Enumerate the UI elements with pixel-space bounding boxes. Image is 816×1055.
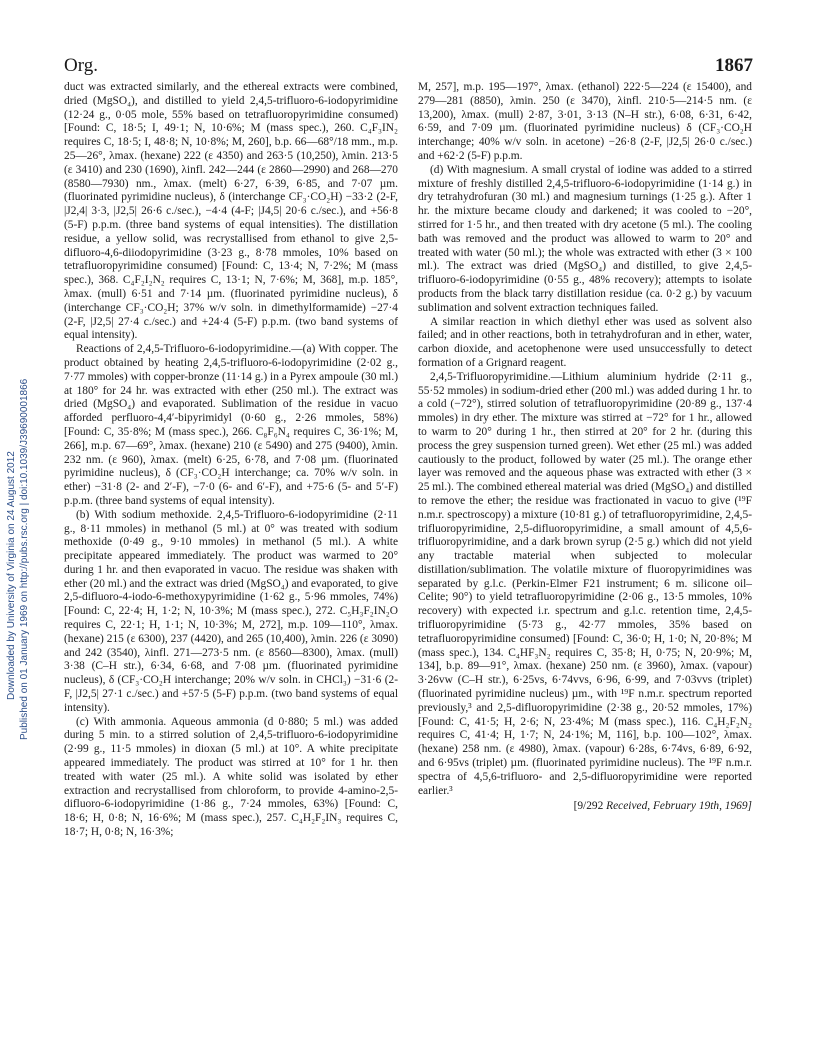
paragraph: duct was extracted similarly, and the ethereal extracts were combined, dried (MgSO₄), and distilled to yield 2,4,5-trifluoro-6-iodopyrimidine (12·24 g., 0·05 mole, 55% based on tetrafluoropyrimidine consumed) [Found: C, 18·5; I, 49·1; N, 10·6%; M (mass spec.), 260. C₄F₃IN₂ requires C, 18·5; I, 48·8; N, 10·8%; M, 260], b.p. 66—68°/18 mm., m.p. 25—26°, λmax. (hexane) 222 (ε 4350) and 263·5 (10,250), λmin. 213·5 (ε 3410) and 230 (1690), λinfl. 242—244 (ε 2860—2990) and 268—270 (8580—7930) nm., λmax. (melt) 6·27, 6·39, 6·85, and 7·07 µm. (fluorinated pyrimidine nucleus), δ (interchange CF₃·CO₂H) −33·2 (2-F, |J2,4| 3·3, |J2,5| 26·6 c./sec.), −4·4 (4-F; |J4,5| 20·6 c./sec.), and +56·8 (5-F) p.p.m. (three band systems of equal intensities). The distillation residue, a yellow solid, was recrystallised from ethanol to give 2,5-difluoro-4,6-diiodopyrimidine (3·23 g., 8·78 mmoles, 10% based on tetrafluoropyrimidine consumed) [Found: C, 13·4; N, 7·2%; M (mass spec.), 368. C₄F₂I₂N₂ requires C, 13·1; N, 7·6%; M, 368], m.p. 185°, λmax. (mull) 6·51 and 7·14 µm. (fluorinated pyrimidine nucleus), δ (interchange CF₃·CO₂H; 37% w/v soln. in dimethylformamide) −27·4 (2-F, |J2,5| 27·4 c./sec.) and +24·4 (5-F) p.p.m. (two band systems of equal intensity). (64, 81, 398, 342)
paragraph: 2,4,5-Trifluoropyrimidine.—Lithium aluminium hydride (2·11 g., 55·52 mmoles) in sodium-dried ether (200 ml.) was added during 1 hr. to a cold (−72°), stirred solution of tetrafluoropyrimidine (20·89 g., 137·4 mmoles) in dry ether. The mixture was stirred at −72° for 1 hr., allowed to warm to 20° during 1 hr., then stirred at 20° for 2 hr. (during this process the grey suspension turned green). Wet ether (25 ml.) was added cautiously to the product, followed by water (25 ml.). The orange ether layer was removed and the aqueous phase was extracted with ether (3 × 25 ml.). The combined ethereal material was dried (MgSO₄) and distilled to remove the ether; the residue was fractionated in vacuo to give (¹⁹F n.m.r. spectroscopy) a mixture (10·81 g.) of tetrafluoropyrimidine, 2,4,5-trifluoropyrimidine, 2,5-difluoropyrimidine, a small amount of 4,5,6-trifluoropyrimidine, and a dark brown syrup (2·5 g.) which did not yield any tractable material when subjected to molecular distillation/sublimation. The volatile mixture of fluoropyrimidines was separated by g.l.c. (Perkin-Elmer F21 instrument; 6 m. silicone oil–Celite; 90°) to yield tetrafluoropyrimidine (2·06 g., 13·5 mmoles, 10% recovery) with expected i.r. spectrum and g.l.c. retention time, 2,4,5-trifluoropyrimidine (5·73 g., 42·77 mmoles, 35% based on tetrafluoropyrimidine consumed) [Found: C, 36·0; H, 1·0; N, 20·8%; M (mass spec.), 134. C₄HF₃N₂ requires C, 35·8; H, 0·75; N, 20·9%; M, 134], b.p. 89—91°, λmax. (hexane) 250 nm. (ε 3960), λmax. (vapour) 3·26vw (C–H str.), 6·25vs, 6·74vvs, 6·96, 6·99, and 7·03vvs (triplet) (fluorinated pyrimidine nucleus) µm., with ¹⁹F n.m.r. spectrum reported previously,³ and 2,5-difluoropyrimidine (2·38 g., 20·52 mmoles, 17%) [Found: C, 41·5; H, 2·6; N, 23·4%; M (mass spec.), 116. C₄H₂F₂N₂ requires C, 41·4; H, 1·7; N, 24·1%; M, 116], b.p. 100—102°, λmax. (hexane) 258 nm. (ε 4980), λmax. (vapour) 6·28s, 6·74vs, 6·89, 6·92, and 6·95vs (triplet) µm. (fluorinated pyrimidine nucleus). The ¹⁹F n.m.r. spectra of 4,5,6-trifluoro- and 2,5-difluoropyrimidine were reported earlier.³ (418, 370, 752, 797)
paragraph: A similar reaction in which diethyl ether was used as solvent also failed; and in other reactions, both in tetrahydrofuran and in ether, water, carbon dioxide, and acetophenone were used unsuccessfully to detect formation of a Grignard reagent. (418, 315, 752, 369)
downloaded-note: Downloaded by University of Virginia on 24 August 2012 (6, 451, 17, 700)
paragraph: Reactions of 2,4,5-Trifluoro-6-iodopyrimidine.—(a) With copper. The product obtained by heating 2,4,5-trifluoro-6-iodopyrimidine (2·02 g., 7·77 mmoles) with copper-bronze (11·14 g.) in a Pyrex ampoule (30 ml.) at 180° for 24 hr. was extracted with ether (250 ml.). The extract was dried (MgSO₄) and evaporated. Sublimation of the residue in vacuo afforded perfluoro-4,4′-bipyrimidyl (0·60 g., 2·26 mmoles, 58%) [Found: C, 35·8%; M (mass spec.), 266. C₈F₆N₄ requires C, 36·1%; M, 266], m.p. 67—69°, λmax. (hexane) 210 (ε 5490) and 275 (9400), λmin. 232 nm. (ε 960), λmax. (melt) 6·25, 6·78, and 7·08 µm. (fluorinated pyrimidine nucleus), δ (CF₃·CO₂H interchange; ca. 70% w/v soln. in ether) −31·8 (2- and 2′-F), −7·0 (6- and 6′-F), and +75·6 (5- and 5′-F) p.p.m. (three band systems of equal intensity). (64, 343, 398, 507)
published-doi-link[interactable]: Published on 01 January 1969 on http://pubs.rsc.org | doi:10.1039/J39690001866 (19, 378, 30, 740)
paragraph: M, 257], m.p. 195—197°, λmax. (ethanol) 222·5—224 (ε 15400), and 279—281 (8850), λmin. 250 (ε 3470), λinfl. 210·5—214·5 nm. (ε 13,200), λmax. (mull) 2·87, 3·01, 3·13 (N–H str.), 6·08, 6·31, 6·42, 6·59, and 7·09 µm. (fluorinated pyrimidine nucleus) δ (CF₃·CO₂H interchange; 40% w/v soln. in acetone) −26·8 (2-F, |J2,5| 26·0 c./sec.) and +62·2 (5-F) p.p.m. (418, 81, 752, 162)
paragraph: (b) With sodium methoxide. 2,4,5-Trifluoro-6-iodopyrimidine (2·11 g., 8·11 mmoles) in methanol (5 ml.) at 0° was treated with sodium methoxide (0·49 g., 9·10 mmoles) in methanol (5 ml.). A white precipitate appeared immediately. The product was warmed to 20° during 1 hr. and then evaporated in vacuo. The residue was shaken with ether (20 ml.) and the extract was dried (MgSO₄) and evaporated, to give 2,5-difluoro-4-iodo-6-methoxypyrimidine (1·62 g., 5·96 mmoles, 74%) [Found: C, 22·4; H, 1·2; N, 10·3%; M (mass spec.), 272. C₅H₃F₂IN₂O requires C, 22·1; H, 1·1; N, 10·3%; M, 272], m.p. 109—110°, λmax. (hexane) 215 (ε 6300), 237 (4420), and 265 (10,400), λmin. 226 (ε 3090) and 242 (3540), λinfl. 271—273·5 nm. (ε 8560—8300), λmax. (mull) 3·38 (C–H str.), 6·34, 6·68, and 7·08 µm. (fluorinated pyrimidine nucleus), δ (CF₃·CO₂H interchange; 20% w/v soln. in CHCl₃) −31·6 (2-F, |J2,5| 27·1 c./sec.) and +57·5 (5-F) p.p.m. (two band systems of equal intensity). (64, 508, 398, 714)
journal-section-header: Org. (64, 55, 98, 76)
paragraph: (c) With ammonia. Aqueous ammonia (d 0·880; 5 ml.) was added during 5 min. to a stirred solution of 2,4,5-trifluoro-6-iodopyrimidine (2·99 g., 11·5 mmoles) in dioxan (5 ml.) at 10°. A white precipitate appeared immediately. The product was stirred at 10° for 1 hr. then treated with water (25 ml.). A white solid was isolated by ether extraction and recrystallised from chloroform, to provide 4-amino-2,5-difluoro-6-iodopyrimidine (1·86 g., 7·24 mmoles, 63%) [Found: C, 18·6; H, 0·8; N, 16·6%; M (mass spec.), 257. C₄H₂F₂IN₃ requires C, 18·7; H, 0·8; N, 16·3%; (64, 715, 398, 839)
received-date: Received, February 19th, 1969] (606, 800, 752, 813)
left-column (64, 81, 398, 840)
download-watermark (6, 180, 32, 740)
received-footnote (418, 800, 752, 814)
right-column (418, 81, 752, 814)
reference-code: [9/292 (573, 800, 604, 813)
paragraph: (d) With magnesium. A small crystal of iodine was added to a stirred mixture of freshly distilled 2,4,5-trifluoro-6-iodopyrimidine (1·14 g.) in dry tetrahydrofuran (30 ml.) and magnesium turnings (1·25 g.). After 1 hr. the mixture became cloudy and darkened; it was cooled to −20°, stirred for 1·5 hr., and then treated with dry acetone (5 ml.). The cooling bath was removed and the product was allowed to warm to 20° and treated with water (50 ml.); the whole was extracted with ether (3 × 100 ml.). The extract was dried (MgSO₄) and distilled, to give 2,4,5-trifluoro-6-iodopyrimidine (0·55 g., 48% recovery); attempts to isolate products from the black tarry distillation residue (ca. 0·2 g.) by vacuum sublimation and solvent extraction techniques failed. (418, 163, 752, 314)
page-number: 1867 (715, 55, 753, 76)
